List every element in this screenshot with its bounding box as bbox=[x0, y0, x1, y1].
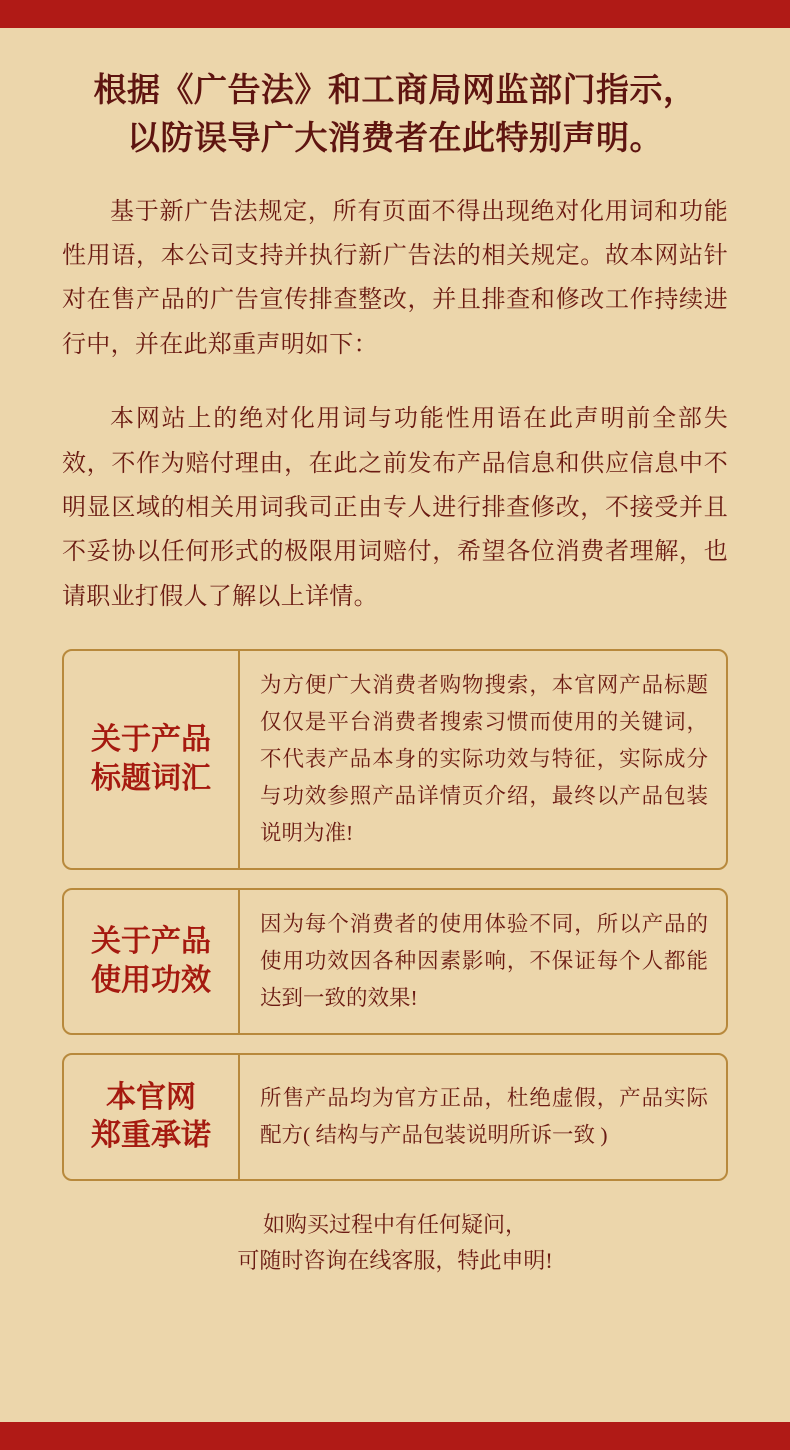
card-title-line2: 标题词汇 bbox=[91, 761, 211, 795]
card-title-line1: 关于产品 bbox=[91, 925, 211, 959]
top-red-bar bbox=[0, 0, 790, 28]
notice-content bbox=[0, 28, 790, 1280]
page-title bbox=[62, 68, 728, 164]
card-product-title-wording bbox=[62, 649, 728, 870]
card-title-line2: 郑重承诺 bbox=[91, 1118, 211, 1152]
card-body: 所售产品均为官方正品，杜绝虚假，产品实际配方( 结构与产品包装说明所诉一致 ) bbox=[260, 1085, 708, 1147]
footer-note bbox=[62, 1207, 728, 1280]
notice-panel bbox=[0, 28, 790, 1422]
footer-line2: 可随时咨询在线客服，特此申明! bbox=[237, 1248, 553, 1274]
card-title-line1: 关于产品 bbox=[91, 723, 211, 757]
page-title-line2: 以防误导广大消费者在此特别声明。 bbox=[127, 120, 663, 157]
card-title bbox=[64, 890, 240, 1033]
card-body: 因为每个消费者的使用体验不同，所以产品的使用功效因各种因素影响，不保证每个人都能达到一致的效果! bbox=[260, 912, 708, 1010]
card-body: 为方便广大消费者购物搜索，本官网产品标题仅仅是平台消费者搜索习惯而使用的关键词，不代表产品本身的实际功效与特征，实际成分与功效参照产品详情页介绍，最终以产品包装说明为准! bbox=[260, 673, 708, 846]
paragraph-two: 本网站上的绝对化用词与功能性用语在此声明前全部失效，不作为赔付理由，在此之前发布产品信息和供应信息中不明显区域的相关用词我司正由专人进行排查修改，不接受并且不妥协以任何形式的极限用词赔付，希望各位消费者理解，也请职业打假人了解以上详情。 bbox=[62, 406, 728, 610]
card-title-line1: 本官网 bbox=[106, 1080, 196, 1114]
card-title bbox=[64, 1055, 240, 1179]
bottom-red-bar bbox=[0, 1422, 790, 1450]
page-title-line1: 根据《广告法》和工商局网监部门指示， bbox=[93, 73, 697, 109]
paragraph-one: 基于新广告法规定，所有页面不得出现绝对化用词和功能性用语，本公司支持并执行新广告法的相关规定。故本网站针对在售产品的广告宣传排查整改，并且排查和修改工作持续进行中，并在此郑重声明如下： bbox=[62, 198, 728, 358]
card-title-line2: 使用功效 bbox=[91, 963, 211, 997]
card-title bbox=[64, 651, 240, 868]
footer-line1: 如购买过程中有任何疑问， bbox=[262, 1211, 527, 1237]
card-product-efficacy bbox=[62, 888, 728, 1035]
card-official-promise bbox=[62, 1053, 728, 1181]
statement-cards bbox=[62, 649, 728, 1181]
